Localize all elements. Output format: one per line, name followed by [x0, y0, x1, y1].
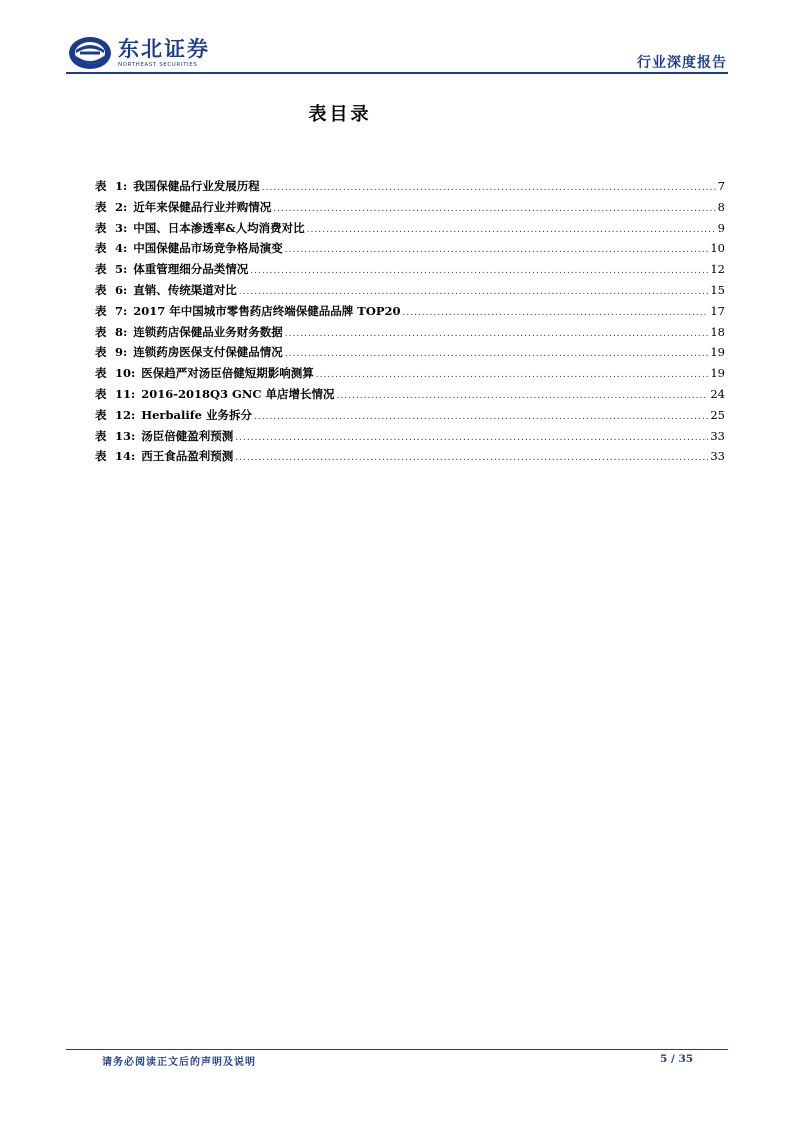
toc-entry-label: 表 [95, 428, 107, 443]
toc-dot-leader [316, 370, 709, 380]
toc-entry-page: 24 [710, 386, 725, 401]
toc-dot-leader [337, 391, 709, 401]
footer-divider [66, 1049, 728, 1050]
toc-entry-page: 33 [710, 449, 725, 464]
toc-entry-number: 13: [115, 428, 136, 443]
toc-entry-page: 33 [710, 428, 725, 443]
toc-entry[interactable] [95, 448, 725, 469]
toc-entry[interactable] [95, 407, 725, 428]
toc-entry-label: 表 [95, 282, 107, 297]
toc-entry-number: 2: [115, 199, 128, 214]
toc-dot-leader [285, 245, 709, 255]
toc-entry[interactable] [95, 344, 725, 365]
toc-entry-page: 19 [710, 345, 725, 360]
toc-entry-label: 表 [95, 220, 107, 235]
toc-entry[interactable] [95, 282, 725, 303]
toc-dot-leader [307, 225, 716, 235]
toc-entry[interactable] [95, 365, 725, 386]
header-divider [66, 72, 728, 74]
toc-entry-title: 连锁药房医保支付保健品情况 [133, 345, 283, 360]
toc-entry-label: 表 [95, 449, 107, 464]
toc-entry-label: 表 [95, 324, 107, 339]
toc-dot-leader [239, 287, 709, 297]
toc-entry-title: 2017 年中国城市零售药店终端保健品品牌 TOP20 [133, 303, 401, 318]
table-of-tables [95, 178, 725, 469]
toc-entry-label: 表 [95, 303, 107, 318]
toc-entry-number: 8: [115, 324, 128, 339]
toc-entry-title: 中国保健品市场竞争格局演变 [133, 241, 283, 256]
toc-entry-label: 表 [95, 179, 107, 193]
toc-entry-page: 9 [717, 220, 725, 235]
toc-entry-title: 西王食品盈利预测 [141, 449, 234, 464]
toc-entry-label: 表 [95, 366, 107, 381]
toc-entry-number: 11: [115, 386, 136, 401]
toc-entry-label: 表 [95, 262, 107, 277]
toc-entry-number: 9: [115, 345, 128, 360]
toc-dot-leader [235, 453, 708, 463]
toc-entry[interactable] [95, 220, 725, 241]
toc-entry-label: 表 [95, 199, 107, 214]
toc-dot-leader [285, 329, 709, 339]
toc-entry-page: 19 [710, 366, 725, 381]
toc-entry-title: 直销、传统渠道对比 [133, 282, 237, 297]
toc-entry-title: Herbalife 业务拆分 [141, 407, 252, 422]
toc-dot-leader [285, 349, 709, 359]
toc-entry-number: 12: [115, 407, 136, 422]
toc-dot-leader [262, 183, 716, 193]
toc-entry-number: 1: [115, 179, 128, 193]
toc-entry[interactable] [95, 324, 725, 345]
toc-entry-number: 14: [115, 449, 136, 464]
toc-entry-title: 汤臣倍健盈利预测 [141, 428, 234, 443]
toc-entry[interactable] [95, 386, 725, 407]
toc-entry-label: 表 [95, 241, 107, 256]
brand-name-en: NORTHEAST SECURITIES [118, 62, 198, 68]
toc-entry-page: 18 [710, 324, 725, 339]
toc-entry[interactable] [95, 240, 725, 261]
toc-entry-label: 表 [95, 386, 107, 401]
toc-entry-number: 6: [115, 282, 128, 297]
toc-entry-page: 7 [717, 179, 725, 193]
toc-entry-page: 15 [710, 282, 725, 297]
toc-entry-label: 表 [95, 345, 107, 360]
toc-entry-title: 2016-2018Q3 GNC 单店增长情况 [141, 386, 335, 401]
toc-entry[interactable] [95, 303, 725, 324]
toc-entry-number: 5: [115, 262, 128, 277]
toc-entry[interactable] [95, 178, 725, 199]
page-header [0, 0, 793, 80]
company-logo-icon [68, 36, 112, 70]
toc-entry-page: 12 [710, 262, 725, 277]
toc-dot-leader [254, 412, 708, 422]
toc-entry[interactable] [95, 428, 725, 449]
toc-entry-number: 4: [115, 241, 128, 256]
page-title: 表目录 [308, 104, 372, 125]
toc-entry-title: 近年来保健品行业并购情况 [133, 199, 272, 214]
toc-entry-page: 25 [710, 407, 725, 422]
report-type: 行业深度报告 [637, 55, 727, 71]
toc-entry-number: 7: [115, 303, 128, 318]
toc-entry-page: 10 [710, 241, 725, 256]
toc-entry-title: 医保趋严对汤臣倍健短期影响测算 [141, 366, 314, 381]
toc-entry-page: 8 [717, 199, 725, 214]
toc-dot-leader [403, 308, 709, 318]
page-number: 5 / 35 [660, 1053, 694, 1065]
toc-dot-leader [273, 204, 715, 214]
toc-entry-page: 17 [710, 303, 725, 318]
toc-entry-title: 我国保健品行业发展历程 [133, 179, 260, 193]
brand-name: 东北证券 [118, 37, 210, 61]
toc-entry-title: 体重管理细分品类情况 [133, 262, 249, 277]
toc-entry-title: 中国、日本渗透率&人均消费对比 [133, 220, 305, 235]
toc-dot-leader [250, 266, 708, 276]
toc-dot-leader [235, 433, 708, 443]
toc-entry-number: 3: [115, 220, 128, 235]
toc-entry-label: 表 [95, 407, 107, 422]
toc-entry-number: 10: [115, 366, 136, 381]
toc-entry-title: 连锁药店保健品业务财务数据 [133, 324, 283, 339]
toc-entry[interactable] [95, 261, 725, 282]
toc-entry[interactable] [95, 199, 725, 220]
footer-disclaimer: 请务必阅读正文后的声明及说明 [102, 1057, 256, 1068]
